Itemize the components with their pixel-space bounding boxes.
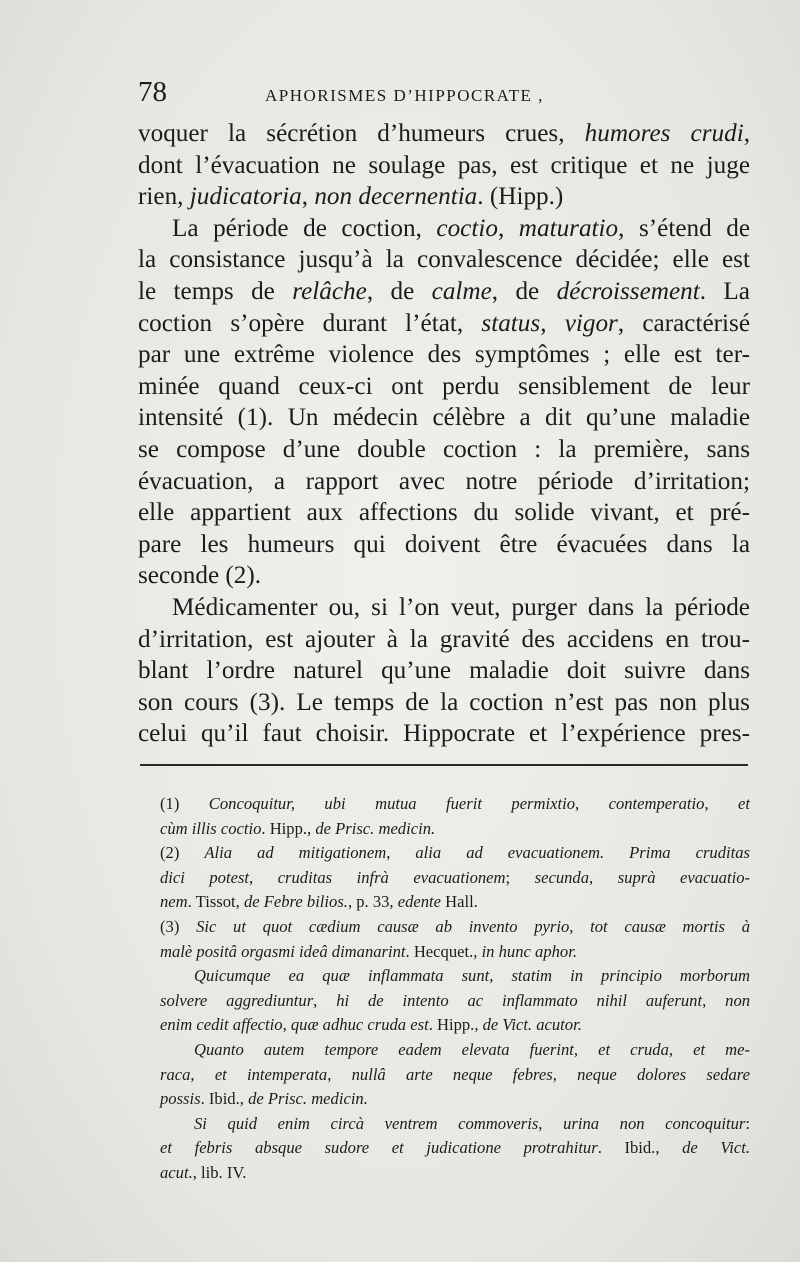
footnote-line: (3) Sic ut quot cædium causæ ab invento pyrio, tot causæ mortis à (160, 916, 750, 936)
footnote-separator (140, 764, 748, 766)
footnote-line: enim cedit affectio, quæ adhuc cruda est. Hipp., de Vict. acutor. (160, 1015, 582, 1035)
footnote-line: Quanto autem tempore eadem elevata fuerint, et cruda, et me- (194, 1039, 751, 1059)
footnote-line: (2) Alia ad mitigationem, alia ad evacuationem. Prima cruditas (160, 843, 750, 863)
page-number: 78 (138, 76, 167, 108)
footnote-line: Si quid enim circà ventrem commoveris, urina non concoquitur: (194, 1113, 750, 1133)
body-line: blant l’ordre naturel qu’une maladie doit suivre dans (138, 657, 750, 685)
body-line: le temps de relâche, de calme, de décroissement. La (138, 277, 750, 305)
body-line: se compose d’une double coction : la première, sans (138, 435, 750, 463)
body-line: minée quand ceux-ci ont perdu sensiblement de leur (138, 372, 750, 400)
body-line: intensité (1). Un médecin célèbre a dit qu’une maladie (138, 404, 750, 432)
body-line: elle appartient aux affections du solide vivant, et pré- (138, 499, 750, 527)
running-title: APHORISMES D’HIPPOCRATE , (265, 86, 544, 105)
footnote-line: malè positâ orgasmi ideâ dimanarint. Hecquet., in hunc aphor. (160, 941, 577, 961)
footnote-line: possis. Ibid., de Prisc. medicin. (160, 1089, 368, 1109)
footnote-line: dici potest, cruditas infrà evacuationem; secunda, suprà evacuatio- (160, 867, 751, 887)
body-line: celui qu’il faut choisir. Hippocrate et l’expérience pres- (138, 720, 750, 748)
body-line: Médicamenter ou, si l’on veut, purger dans la période (172, 593, 750, 621)
body-line: coction s’opère durant l’état, status, vigor, caractérisé (138, 309, 750, 337)
footnote-line: Quicumque ea quæ inflammata sunt, statim in principio morborum (194, 966, 750, 986)
body-line: la consistance jusqu’à la convalescence décidée; elle est (138, 246, 750, 274)
body-line: d’irritation, est ajouter à la gravité des accidens en trou- (138, 625, 750, 653)
footnote-line: (1) Concoquitur, ubi mutua fuerit permixtio, contemperatio, et (160, 794, 751, 813)
body-line: La période de coction, coctio, maturatio, s’étend de (172, 214, 751, 242)
body-line: pare les humeurs qui doivent être évacuées dans la (138, 530, 750, 558)
body-line: voquer la sécrétion d’humeurs crues, humores crudi, (138, 120, 750, 147)
footnote-line: solvere aggrediuntur, hi de intento ac inflammato nihil auferunt, non (160, 990, 751, 1010)
body-line: seconde (2). (138, 562, 262, 590)
body-line: par une extrême violence des symptômes ; elle est ter- (138, 341, 750, 369)
body-line: évacuation, a rapport avec notre période d’irritation; (138, 467, 750, 495)
body-text (138, 118, 750, 750)
footnote-line: nem. Tissot, de Febre bilios., p. 33, edente Hall. (160, 892, 478, 912)
footnote-line: acut., lib. IV. (160, 1162, 247, 1182)
footnote-line: raca, et intemperata, nullâ arte neque febres, neque dolores sedare (160, 1064, 750, 1084)
page-header (138, 76, 750, 109)
body-line: rien, judicatoria, non decernentia. (Hipp.) (138, 183, 564, 211)
footnote-line: et febris absque sudore et judicatione protrahitur. Ibid., de Vict. (160, 1138, 750, 1158)
footnote-line: cùm illis coctio. Hipp., de Prisc. medicin. (160, 818, 436, 838)
body-line: dont l’évacuation ne soulage pas, est critique et ne juge (138, 151, 750, 179)
body-line: son cours (3). Le temps de la coction n’est pas non plus (138, 688, 750, 716)
footnotes (160, 792, 750, 1186)
